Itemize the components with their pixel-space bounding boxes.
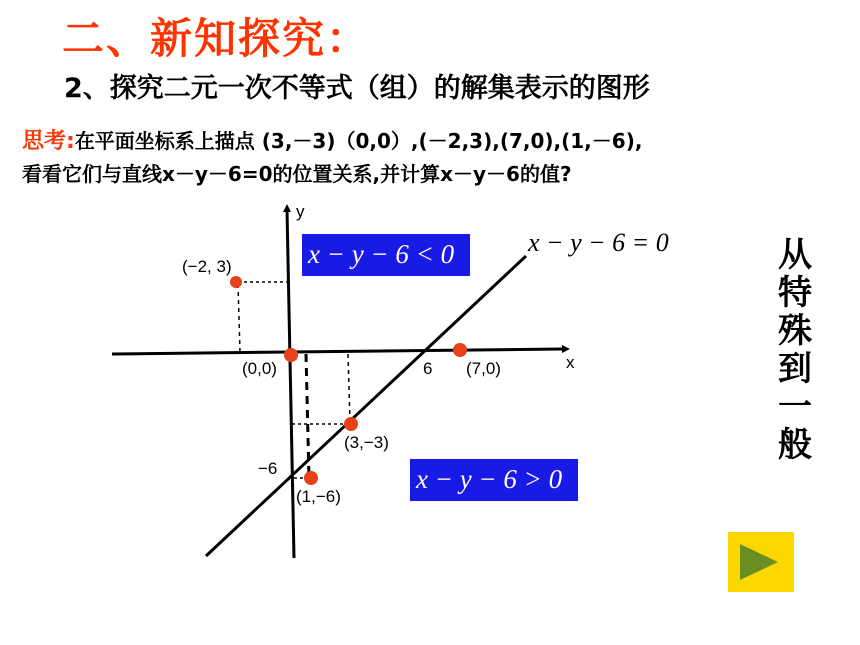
guide-3-neg3-v bbox=[348, 354, 350, 422]
play-icon bbox=[740, 544, 778, 580]
think-text: 在平面坐标系上描点 (3,－3)（0,0）,(－2,3),(7,0),(1,－6), bbox=[74, 129, 643, 153]
boundary-line bbox=[206, 256, 526, 556]
slide-title: 二、新知探究： bbox=[62, 14, 371, 63]
point-origin bbox=[284, 348, 298, 362]
vertical-char: 殊 bbox=[778, 311, 812, 351]
x-axis-label: x bbox=[566, 353, 575, 372]
y-axis-label: y bbox=[296, 202, 305, 221]
x-axis bbox=[112, 349, 562, 354]
y-axis-arrow bbox=[283, 204, 291, 212]
point-label-1-neg6: (1,−6) bbox=[296, 487, 341, 506]
vertical-char: 特 bbox=[778, 273, 812, 313]
point-label-3-neg3: (3,−3) bbox=[344, 433, 389, 452]
tick-label-x-6: 6 bbox=[423, 359, 433, 378]
think-line-2: 看看它们与直线x－y－6=0的位置关系,并计算x－y－6的值? bbox=[22, 162, 572, 186]
point-label-origin: (0,0) bbox=[242, 359, 277, 378]
slide-subtitle: 2、探究二元一次不等式（组）的解集表示的图形 bbox=[64, 73, 650, 104]
vertical-char: 般 bbox=[778, 425, 812, 465]
point-label-7-0: (7,0) bbox=[466, 359, 501, 378]
next-slide-button[interactable] bbox=[728, 532, 794, 592]
guide-neg2-3-v bbox=[238, 284, 240, 352]
line-equation-label: x − y − 6 = 0 bbox=[528, 228, 669, 257]
vertical-caption bbox=[772, 236, 818, 464]
y-axis bbox=[287, 210, 294, 558]
point-neg2-3 bbox=[230, 276, 242, 288]
vertical-char: 一 bbox=[778, 387, 812, 427]
think-label: 思考: bbox=[22, 129, 75, 154]
guide-1-neg6-v bbox=[306, 354, 309, 478]
point-3-neg3 bbox=[344, 417, 358, 431]
point-7-0 bbox=[453, 343, 467, 357]
vertical-char: 从 bbox=[778, 235, 812, 275]
vertical-char: 到 bbox=[778, 349, 812, 389]
point-1-neg6 bbox=[304, 471, 318, 485]
x-axis-arrow bbox=[562, 345, 570, 353]
inequality-less-box: x − y − 6 < 0 bbox=[302, 234, 470, 276]
point-label-neg2-3: (−2, 3) bbox=[182, 257, 232, 276]
inequality-greater-box: x − y − 6 > 0 bbox=[410, 459, 578, 501]
tick-label-y-neg6: −6 bbox=[258, 459, 278, 478]
